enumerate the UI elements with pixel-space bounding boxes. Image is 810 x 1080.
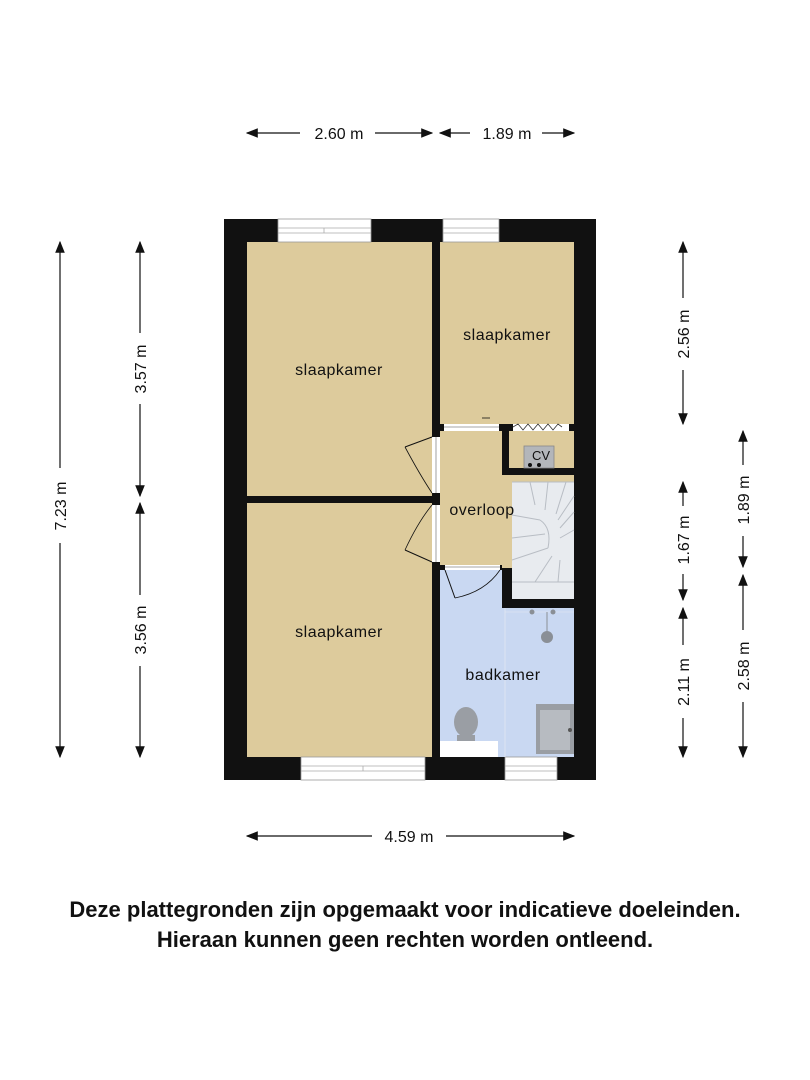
window-top-left xyxy=(278,219,371,242)
disclaimer-line-1: Deze plattegronden zijn opgemaakt voor indicatieve doeleinden. xyxy=(69,897,741,922)
room-label-bedroom-top-left: slaapkamer xyxy=(295,362,383,379)
room-label-landing: overloop xyxy=(449,502,515,519)
dimension-left-upper-label: 3.57 m xyxy=(133,344,150,394)
boiler-icon xyxy=(524,446,554,468)
dimension-far-right-lower xyxy=(736,575,753,757)
dimension-top-left-label: 2.60 m xyxy=(314,126,364,143)
sink-icon xyxy=(536,704,574,754)
wall-vertical-center xyxy=(432,242,440,757)
dimension-right-middle-label: 1.67 m xyxy=(676,515,693,565)
room-label-bathroom: badkamer xyxy=(465,667,541,684)
window-top-right xyxy=(443,219,499,242)
dimension-right-middle xyxy=(676,482,693,600)
window-bottom-bathroom xyxy=(505,757,557,780)
dimension-right-lower xyxy=(676,608,693,757)
dimension-left-lower-label: 3.56 m xyxy=(133,605,150,655)
room-landing xyxy=(440,431,502,568)
boiler-label: CV xyxy=(531,448,551,463)
room-label-bedroom-top-right: slaapkamer xyxy=(463,327,551,344)
dimension-far-right-lower-label: 2.58 m xyxy=(736,641,753,691)
dimension-bottom-total-label: 4.59 m xyxy=(384,829,434,846)
wall-boiler-left xyxy=(502,424,509,475)
dimension-top-right-label: 1.89 m xyxy=(482,126,532,143)
dimension-right-lower-label: 2.11 m xyxy=(676,658,693,706)
dimension-left-total-label: 7.23 m xyxy=(53,481,70,531)
dimension-far-right-upper-label: 1.89 m xyxy=(736,475,753,525)
dimension-right-upper xyxy=(676,242,693,424)
door-boiler-closet xyxy=(513,424,569,431)
dimension-top-left xyxy=(247,126,432,143)
dimension-far-right-upper xyxy=(736,431,753,567)
staircase xyxy=(502,482,574,608)
dimension-left-lower xyxy=(133,503,150,757)
wall-bedrooms-divider xyxy=(247,496,432,503)
room-label-bedroom-bottom-left: slaapkamer xyxy=(295,624,383,641)
window-bottom-left xyxy=(301,757,425,780)
wall-boiler-bottom xyxy=(502,468,574,475)
dimension-top-right xyxy=(440,126,574,143)
disclaimer-line-2: Hieraan kunnen geen rechten worden ontleend. xyxy=(156,927,654,952)
dimension-bottom-total xyxy=(247,829,574,846)
dimension-left-upper xyxy=(133,242,150,496)
dimension-right-upper-label: 2.56 m xyxy=(676,309,693,359)
dimension-left-total xyxy=(53,242,70,757)
